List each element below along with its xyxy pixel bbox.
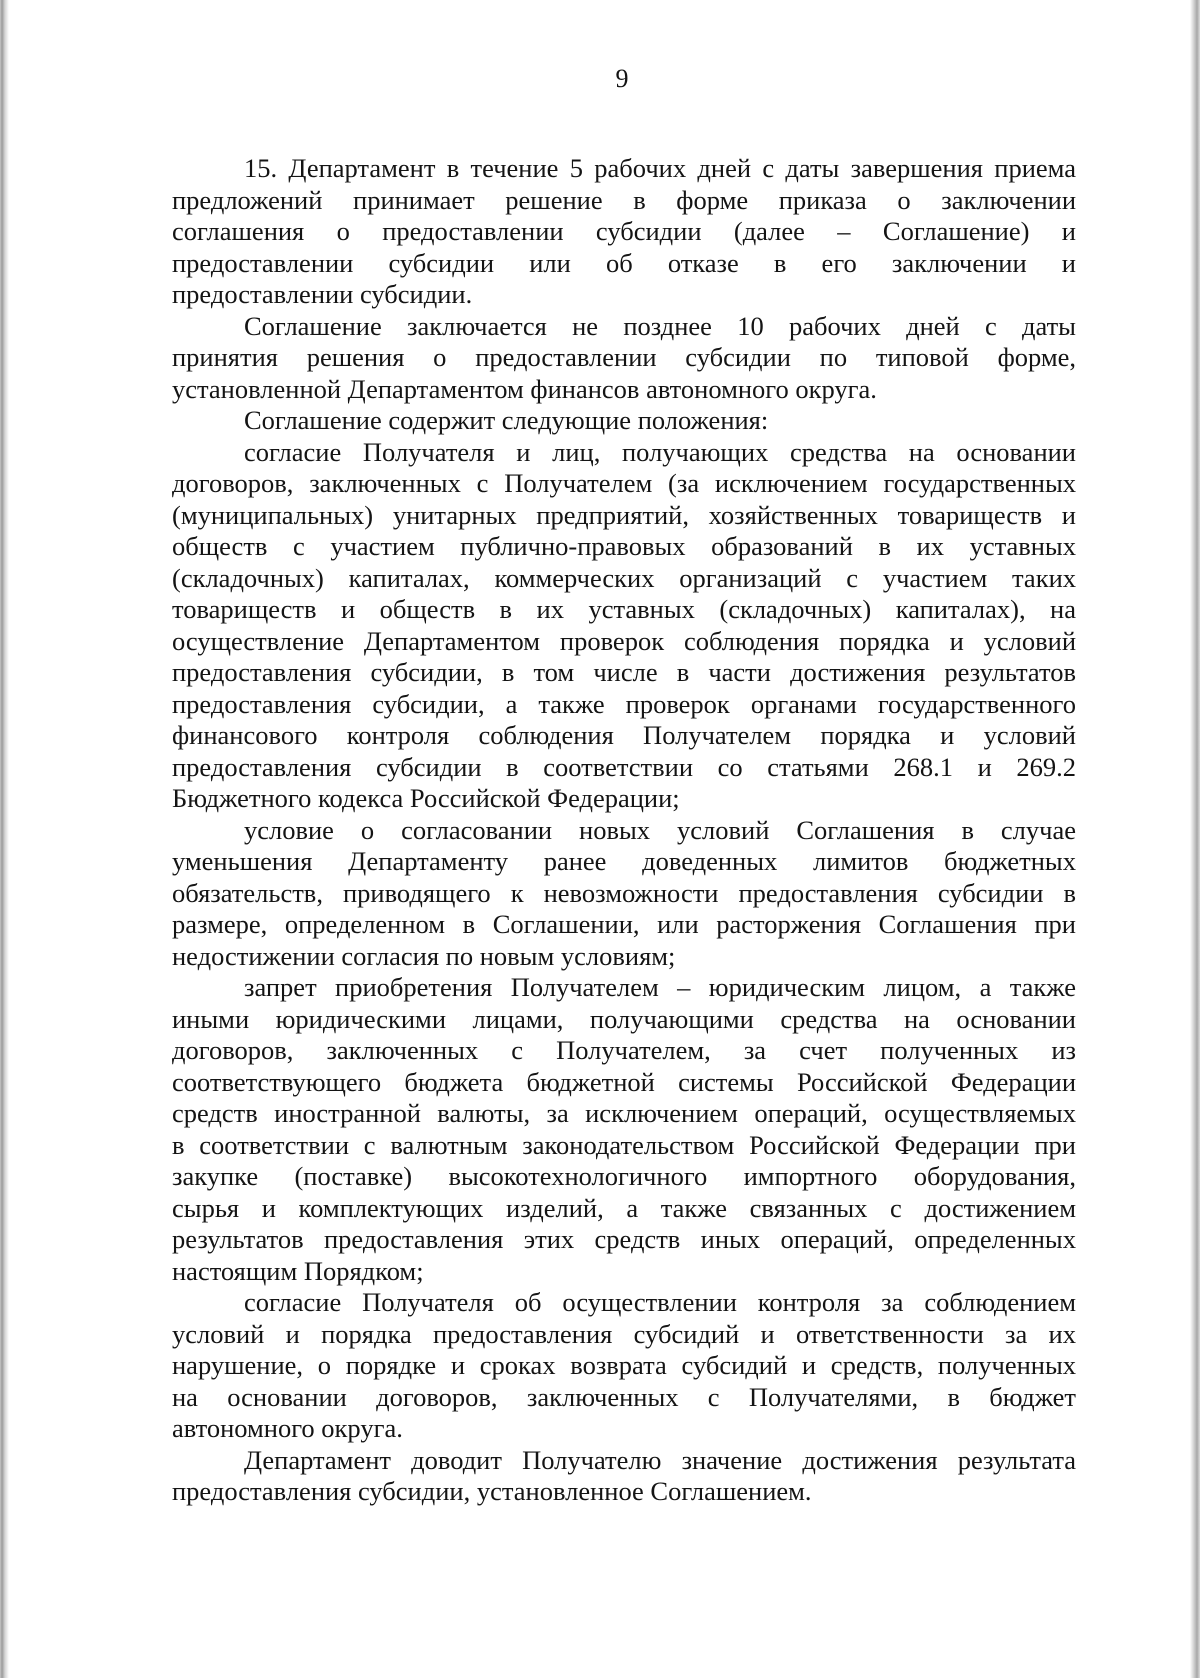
text-line: (муниципальных) унитарных предприятий, хозяйственных товариществ и bbox=[172, 499, 1076, 530]
text-line: Соглашение заключается не позднее 10 рабочих дней с даты bbox=[244, 310, 1076, 341]
text-line: закупке (поставке) высокотехнологичного импортного оборудования, bbox=[172, 1161, 1076, 1191]
text-line: договоров, заключенных с Получателем, за счет полученных из bbox=[172, 1035, 1076, 1065]
text-line: нарушение, о порядке и сроках возврата субсидий и средств, полученных bbox=[172, 1350, 1076, 1380]
text-line: автономного округа. bbox=[172, 1413, 403, 1443]
text-line: установленной Департаментом финансов автономного округа. bbox=[172, 373, 877, 404]
text-line: обществ с участием публично-правовых образований в их уставных bbox=[172, 531, 1076, 561]
text-line: 15. Департамент в течение 5 рабочих дней с даты завершения приема bbox=[244, 153, 1076, 183]
text-line: осуществление Департаментом проверок соблюдения порядка и условий bbox=[172, 625, 1076, 656]
text-line: соответствующего бюджета бюджетной системы Российской Федерации bbox=[172, 1066, 1076, 1097]
text-line: Соглашение содержит следующие положения: bbox=[244, 405, 769, 435]
text-line: размере, определенном в Соглашении, или расторжения Соглашения при bbox=[172, 909, 1076, 939]
text-line: иными юридическими лицами, получающими средства на основании bbox=[172, 1003, 1076, 1034]
text-line: настоящим Порядком; bbox=[172, 1255, 424, 1286]
text-line: уменьшения Департаменту ранее доведенных лимитов бюджетных bbox=[172, 846, 1076, 876]
text-line: (складочных) капиталах, коммерческих организаций с участием таких bbox=[172, 562, 1076, 593]
text-line: сырья и комплектующих изделий, а также связанных с достижением bbox=[172, 1192, 1076, 1223]
text-line: Бюджетного кодекса Российской Федерации; bbox=[172, 783, 680, 813]
page-number: 9 bbox=[615, 64, 629, 93]
text-line: обязательств, приводящего к невозможности предоставления субсидии в bbox=[172, 877, 1076, 908]
text-line: условий и порядка предоставления субсидий и ответственности за их bbox=[172, 1318, 1076, 1349]
text-line: условие о согласовании новых условий Соглашения в случае bbox=[244, 814, 1076, 845]
text-line: предоставлении субсидии или об отказе в его заключении и bbox=[172, 247, 1076, 278]
text-line: договоров, заключенных с Получателем (за исключением государственных bbox=[172, 468, 1076, 498]
body-text bbox=[172, 153, 1076, 1508]
text-line: принятия решения о предоставлении субсидии по типовой форме, bbox=[172, 342, 1076, 372]
text-line: недостижении согласия по новым условиям; bbox=[172, 940, 676, 971]
text-line: предоставлении субсидии. bbox=[172, 279, 473, 309]
scan-edge-right bbox=[1190, 0, 1200, 1678]
text-line: средств иностранной валюты, за исключением операций, осуществляемых bbox=[172, 1098, 1076, 1128]
text-line: предоставления субсидии, в том числе в части достижения результатов bbox=[172, 657, 1076, 687]
text-line: финансового контроля соблюдения Получателем порядка и условий bbox=[172, 720, 1076, 750]
text-line: предложений принимает решение в форме приказа о заключении bbox=[172, 184, 1076, 215]
scan-edge-left bbox=[0, 0, 9, 1678]
text-line: согласие Получателя и лиц, получающих средства на основании bbox=[244, 436, 1076, 467]
text-line: товариществ и обществ в их уставных (складочных) капиталах), на bbox=[172, 594, 1076, 624]
text-line: на основании договоров, заключенных с Получателями, в бюджет bbox=[172, 1381, 1076, 1412]
text-line: запрет приобретения Получателем – юридическим лицом, а также bbox=[244, 972, 1076, 1002]
text-line: согласие Получателя об осуществлении контроля за соблюдением bbox=[244, 1287, 1076, 1317]
text-line: предоставления субсидии, установленное Соглашением. bbox=[172, 1476, 812, 1506]
text-line: соглашения о предоставлении субсидии (далее – Соглашение) и bbox=[172, 216, 1076, 246]
text-line: Департамент доводит Получателю значение достижения результата bbox=[244, 1444, 1076, 1475]
text-line: в соответствии с валютным законодательством Российской Федерации при bbox=[172, 1129, 1076, 1160]
text-line: предоставления субсидии, а также проверок органами государственного bbox=[172, 688, 1076, 719]
text-line: результатов предоставления этих средств иных операций, определенных bbox=[172, 1224, 1076, 1254]
text-line: предоставления субсидии в соответствии со статьями 268.1 и 269.2 bbox=[172, 751, 1076, 782]
